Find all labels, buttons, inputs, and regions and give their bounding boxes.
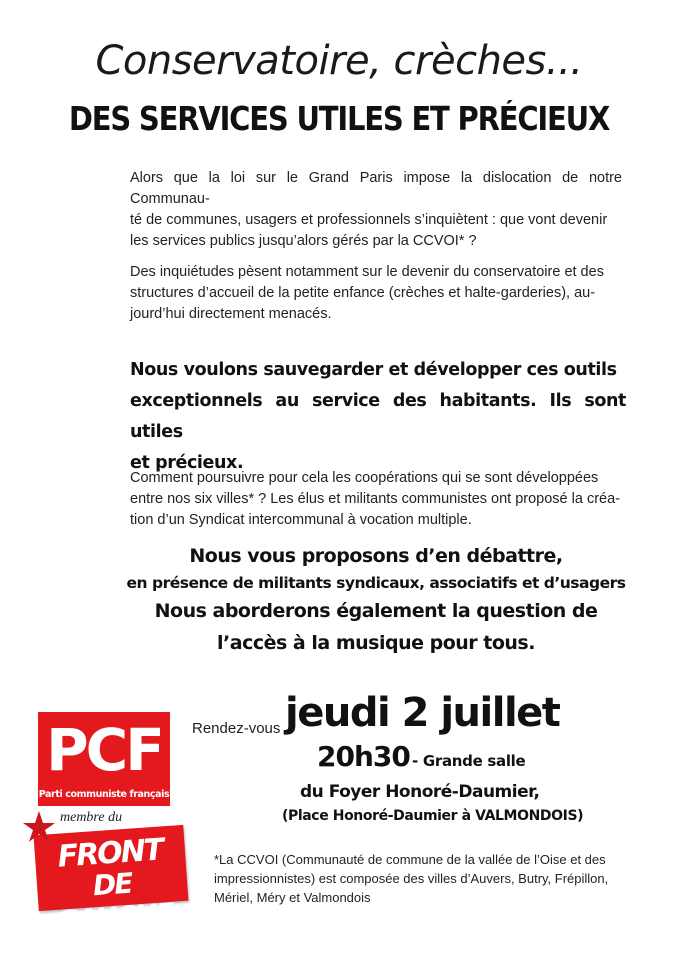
title-italic: Conservatoire, crèches... [95,38,583,84]
paragraph-line: té de communes, usagers et professionnels s’inquiètent : que vont devenir [130,212,608,228]
debate-line-3: Nous aborderons également la question de [154,600,598,622]
paragraph-line: les services publics jusqu’alors gérés par la CCVOI* ? [130,233,477,249]
title-bold: DES SERVICES UTILES ET PRÉCIEUX [68,100,610,139]
venue-line-2: du Foyer Honoré-Daumier, [300,782,540,802]
pcf-logo-subtitle: Parti communiste français [38,789,170,800]
paragraph-cooperation [130,468,622,531]
debate-line-2: en présence de militants syndicaux, associatifs et d’usagers [126,574,626,592]
pcf-logo-text: PCF [46,716,162,784]
pcf-logo [38,712,170,806]
debate-line-1: Nous vous proposons d’en débattre, [189,545,563,567]
paragraph-line: Comment poursuivre pour cela les coopérations qui se sont développées [130,470,599,486]
paragraph-line: structures d’accueil de la petite enfance (crèches et halte-garderies), au- [130,285,596,301]
footnote [214,850,614,907]
paragraph-line: tion d’un Syndicat intercommunal à vocation multiple. [130,512,472,528]
fdg-line-2: DE GAUCHE [54,866,175,938]
debate-line-4: l’accès à la musique pour tous. [217,632,535,654]
footnote-line: impressionnistes) est composée des villes d’Auvers, Butry, Frépillon, [214,871,609,886]
paragraph-line: entre nos six villes* ? Les élus et militants communistes ont proposé la créa- [130,491,620,507]
paragraph-line: Alors que la loi sur le Grand Paris impose la dislocation de notre Communau- [130,170,622,207]
membre-du-label: membre du [60,810,123,825]
paragraph-line: jourd’hui directement menacés. [130,306,332,322]
footnote-line: Mériel, Méry et Valmondois [214,890,371,905]
rendezvous-label: Rendez-vous [192,720,281,737]
paragraph-concerns [130,262,622,325]
front-de-gauche-logo [34,825,189,938]
lead-line: et précieux. [130,453,244,473]
event-date: jeudi 2 juillet [285,690,560,736]
footnote-line: *La CCVOI (Communauté de commune de la vallée de l’Oise et des [214,852,606,867]
star-icon [22,810,56,844]
fdg-line-1: FRONT [56,832,164,875]
paragraph-line: Des inquiétudes pèsent notamment sur le devenir du conservatoire et des [130,264,604,280]
event-time: 20h30 [317,740,410,773]
paragraph-intro [130,168,622,252]
venue-line-3: (Place Honoré-Daumier à VALMONDOIS) [282,808,584,824]
lead-statement [130,355,626,479]
lead-line: exceptionnels au service des habitants. Ils sont utiles [130,391,626,442]
lead-line: Nous voulons sauvegarder et développer ces outils [130,360,617,380]
venue-line-1: - Grande salle [412,752,526,770]
